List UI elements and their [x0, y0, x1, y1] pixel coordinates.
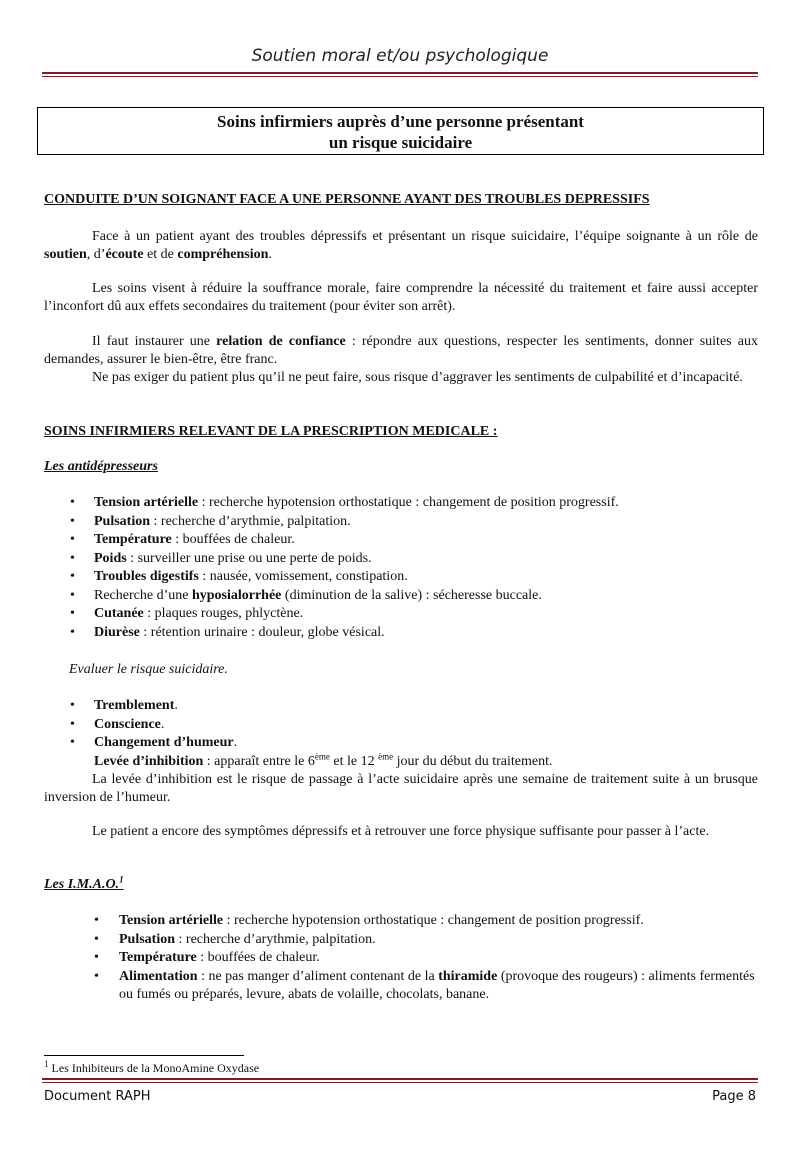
bullet-icon: • — [70, 698, 75, 713]
list-item: • Température : bouffées de chaleur. — [44, 949, 758, 968]
page-header-title: Soutien moral et/ou psychologique — [251, 46, 549, 66]
list-item: • Tension artérielle : recherche hypotension orthostatique : changement de position progressif. — [44, 494, 758, 513]
list-item: • Température : bouffées de chaleur. — [44, 531, 758, 550]
paragraph-patient: Le patient a encore des symptômes dépressifs et à retrouver une force physique suffisante pour passer à l’acte. — [92, 824, 710, 839]
title-line-1: Soins infirmiers auprès d’une personne présentant — [217, 112, 584, 131]
list-item-alimentation: • Alimentation : ne pas manger d’aliment contenant de la thiramide (provoque des rougeurs) : aliments fermentés ou fumés ou préparés, levure, abats de volaille, chocolats, banane. — [94, 968, 755, 1002]
bullet-icon: • — [70, 716, 75, 732]
list-item: • Poids : surveiller une prise ou une perte de poids. — [44, 550, 758, 569]
bullet-icon: • — [70, 569, 75, 584]
footer-rule-thin — [42, 1082, 758, 1083]
levee-inhibition-line: Levée d’inhibition : apparaît entre le 6ème et le 12 $^{ème}$ jour du début du traitement. — [94, 750, 553, 769]
paragraph-levee-inhibition: La levée d’inhibition est le risque de passage à l’acte suicidaire après une semaine de traitement suite à un brusque inversion de l’humeur. — [44, 771, 758, 805]
bullet-icon: • — [70, 532, 75, 547]
footer-page-number: Page 8 — [712, 1089, 756, 1104]
list-risk-signs — [44, 697, 758, 807]
list-item: • Pulsation : recherche d’arythmie, palpitation. — [44, 931, 758, 950]
list-item: • Tension artérielle : recherche hypotension orthostatique : changement de position progressif. — [44, 912, 758, 931]
paragraph-relation-confiance: Il faut instaurer une relation de confiance : répondre aux questions, respecter les sentiments, donner suites aux demandes, assurer le bien-être, être franc. Ne pas exiger du patient plus qu’il ne peut faire, sous risque d’aggraver les sentiments de culpabilité et d’incapacité. — [44, 334, 758, 385]
header-rule-thin — [42, 76, 758, 77]
list-item: • Conscience. — [44, 716, 758, 735]
bullet-icon: • — [94, 968, 99, 984]
list-item: • Recherche d’une hyposialorrhée (diminution de la salive) : sécheresse buccale. — [44, 587, 758, 606]
footer-document-name: Document RAPH — [44, 1089, 151, 1104]
footer-rule — [42, 1078, 758, 1080]
bullet-icon: • — [94, 950, 99, 965]
header-rule — [42, 72, 758, 74]
subheading-antidepresseurs: Les antidépresseurs — [44, 459, 158, 474]
list-item: • Cutanée : plaques rouges, phlyctène. — [44, 605, 758, 624]
footnote: $^1$ Les Inhibiteurs de la MonoAmine Oxydase — [44, 1059, 260, 1075]
list-antidepresseurs — [44, 494, 758, 642]
bullet-icon: • — [70, 606, 75, 621]
bullet-icon: • — [70, 513, 75, 529]
bullet-icon: • — [70, 735, 75, 750]
subheading-imao: Les I.M.A.O.$^1$ — [44, 874, 124, 892]
title-box — [37, 107, 764, 155]
paragraph-soutien: Face à un patient ayant des troubles dépressifs et présentant un risque suicidaire, l’équipe soignante à un rôle de soutien, d’écoute et de compréhension. — [44, 229, 758, 262]
list-imao — [44, 912, 758, 1005]
list-item: • Pulsation : recherche d’arythmie, palpitation. — [44, 513, 758, 532]
section-heading-prescription: SOINS INFIRMIERS RELEVANT DE LA PRESCRIPTION MEDICALE : — [44, 424, 498, 439]
section-heading-conduite: CONDUITE D’UN SOIGNANT FACE A UNE PERSONNE AYANT DES TROUBLES DEPRESSIFS — [44, 192, 650, 207]
paragraph-ne-pas-exiger: Ne pas exiger du patient plus qu’il ne peut faire, sous risque d’aggraver les sentiments de culpabilité et d’incapacité. — [92, 370, 743, 385]
list-item: • Tremblement. — [44, 697, 758, 716]
bullet-icon: • — [94, 931, 99, 947]
paragraph-soins-visent: Les soins visent à réduire la souffrance morale, faire comprendre la nécessité du traitement et faire aussi accepter l’inconfort dû aux effets secondaires du traitement (pour éviter son arrêt). — [44, 281, 758, 314]
bullet-icon: • — [70, 550, 75, 566]
list-item: • Changement d’humeur. — [44, 734, 758, 753]
footnote-rule — [44, 1055, 244, 1056]
evaluate-risk: Evaluer le risque suicidaire. — [69, 662, 228, 677]
bullet-icon: • — [70, 624, 75, 640]
bullet-icon: • — [94, 913, 99, 928]
list-item: • Troubles digestifs : nausée, vomissement, constipation. — [44, 568, 758, 587]
title-line-2: un risque suicidaire — [328, 133, 473, 152]
bullet-icon: • — [70, 587, 75, 603]
bullet-icon: • — [70, 495, 75, 510]
list-item: • Diurèse : rétention urinaire : douleur, globe vésical. — [44, 624, 758, 643]
